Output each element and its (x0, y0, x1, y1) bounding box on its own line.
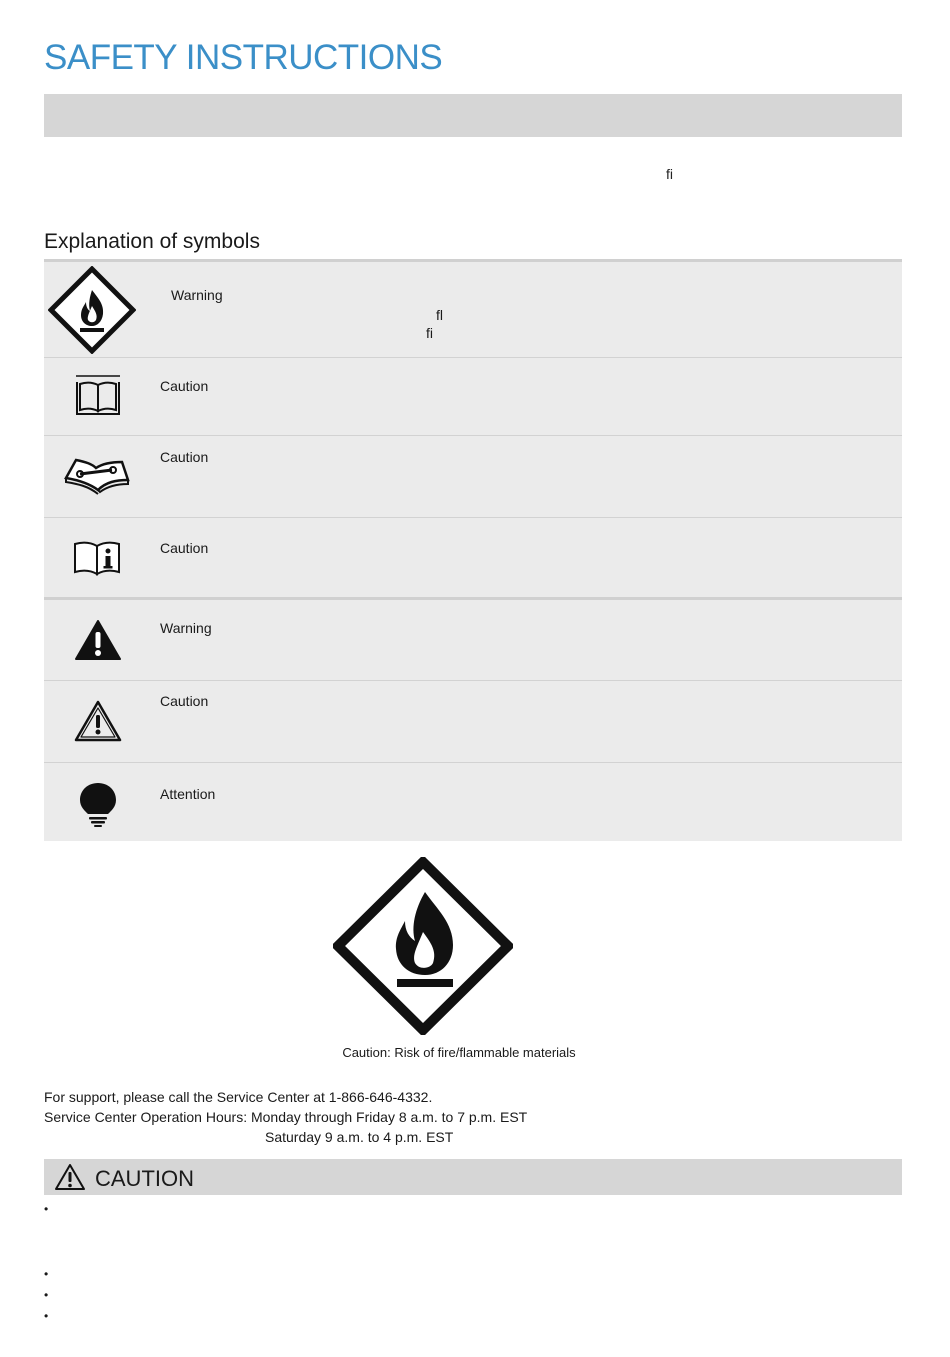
symbol-label: Caution (160, 540, 209, 556)
manual-book-icon (74, 374, 122, 418)
support-phone-line: For support, please call the Service Center at 1-866-646-4332. (44, 1089, 433, 1105)
intro-ligature: ﬁ (666, 166, 673, 182)
caution-bullet: • (44, 1309, 49, 1323)
intro-banner (44, 94, 902, 137)
symbol-row-caution-service (44, 436, 902, 518)
caution-header (44, 1159, 902, 1195)
symbol-ligature: ﬁ (426, 325, 433, 341)
support-hours-weekday: Service Center Operation Hours: Monday through Friday 8 a.m. to 7 p.m. EST (44, 1109, 528, 1125)
symbol-label: Warning (160, 620, 212, 636)
caution-title: CAUTION (95, 1166, 194, 1191)
service-manual-icon (62, 456, 132, 496)
support-hours-saturday: Saturday 9 a.m. to 4 p.m. EST (265, 1129, 454, 1145)
symbol-row-caution (44, 681, 902, 763)
lightbulb-icon (78, 781, 118, 827)
symbols-heading: Explanation of symbols (44, 230, 260, 253)
symbol-label: Caution (160, 693, 209, 709)
flammable-diamond-icon (48, 266, 136, 354)
symbol-row-caution-manual (44, 358, 902, 436)
warning-filled-triangle-icon (74, 618, 122, 662)
fire-caption: Caution: Risk of fire/flammable materials (342, 1045, 576, 1060)
symbol-row-warning (44, 600, 902, 681)
caution-bullet: • (44, 1288, 49, 1302)
page-title: SAFETY INSTRUCTIONS (44, 38, 443, 77)
caution-bullet: • (44, 1267, 49, 1281)
info-manual-icon (72, 540, 122, 576)
symbols-table (44, 259, 902, 841)
caution-triangle-icon (54, 1163, 86, 1191)
symbol-row-caution-info (44, 518, 902, 600)
symbol-label: Caution (160, 449, 209, 465)
symbol-label: Attention (160, 786, 216, 802)
symbol-ligature: ﬂ (436, 307, 443, 323)
symbol-label: Caution (160, 378, 209, 394)
large-flammable-diamond-icon (333, 857, 513, 1035)
caution-bullet: • (44, 1202, 49, 1216)
caution-outline-triangle-icon (74, 699, 122, 743)
symbol-label: Warning (171, 287, 223, 303)
symbol-row-warning-fire (44, 262, 902, 358)
symbol-row-attention (44, 763, 902, 844)
